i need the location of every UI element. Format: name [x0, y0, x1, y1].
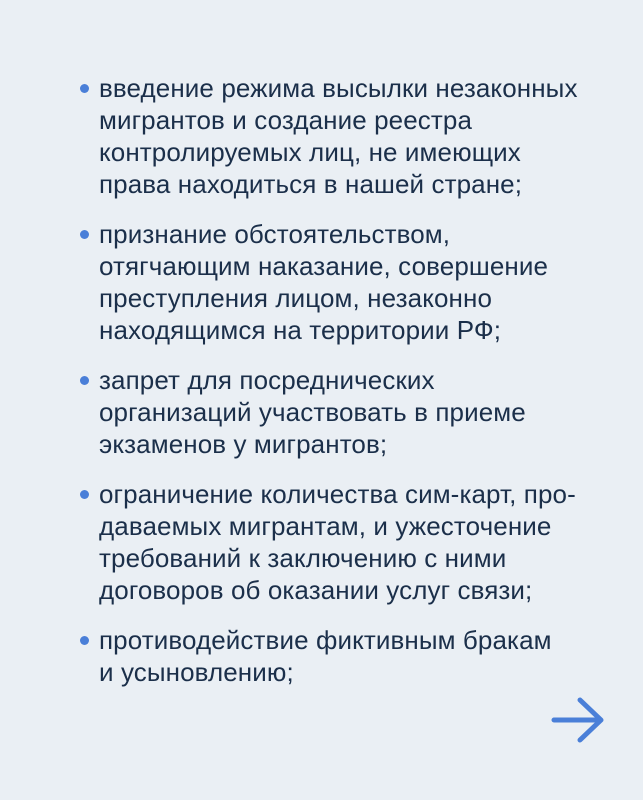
list-item — [78, 364, 608, 460]
list-item-text: признание обстоятельством, отягчающим наказание, совершение преступления лицом, незаконно находящимся на территории РФ; — [99, 219, 549, 345]
list-item-text: введение режима высылки незаконных мигрантов и создание реестра контролируемых лиц, не имеющих права находиться в нашей стране; — [99, 73, 578, 199]
list-item-text: запрет для посреднических организаций участвовать в приеме экзаменов у мигрантов; — [99, 365, 526, 459]
list-item — [78, 624, 608, 688]
bullet-dot-icon — [80, 636, 89, 645]
list-item — [78, 478, 608, 606]
bullet-dot-icon — [80, 84, 89, 93]
list-item — [78, 218, 608, 346]
measures-list — [78, 72, 608, 688]
bullet-dot-icon — [80, 376, 89, 385]
bullet-dot-icon — [80, 230, 89, 239]
list-item-text: ограничение количества сим-карт, про- даваемых мигрантам, и ужесточение требований к заключению с ними договоров об оказании услуг связи; — [99, 479, 576, 605]
list-item-text: противодействие фиктивным бракам и усыновлению; — [99, 625, 552, 687]
next-slide-button[interactable] — [550, 696, 606, 744]
bullet-dot-icon — [80, 490, 89, 499]
arrow-right-icon — [550, 696, 606, 744]
list-item — [78, 72, 608, 200]
